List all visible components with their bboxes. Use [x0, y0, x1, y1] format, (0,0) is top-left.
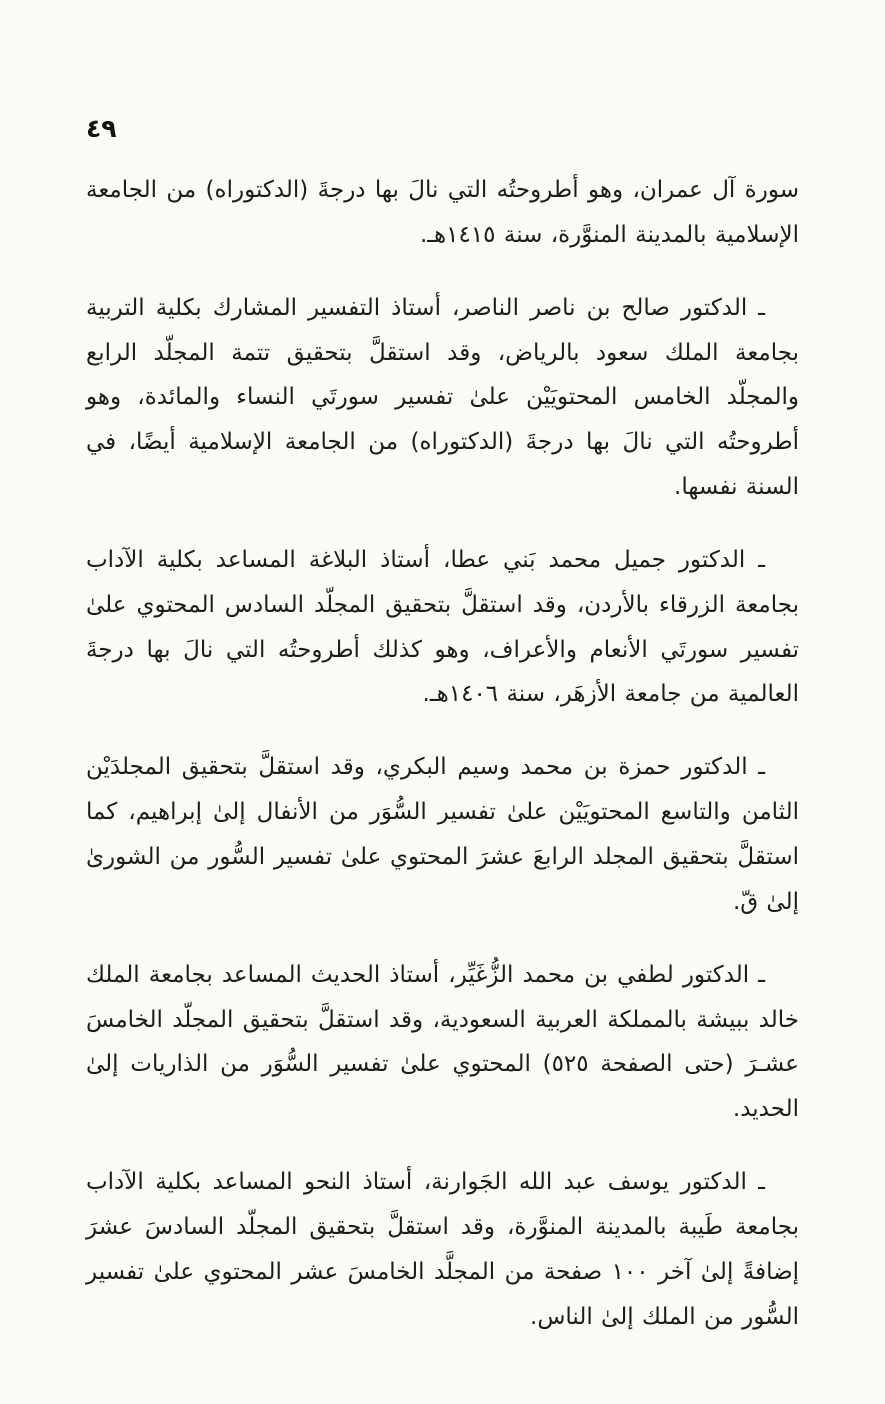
paragraph-editor-entry: ـ الدكتور لطفي بن محمد الزُّغَيِّر، أستاذ الحديث المساعد بجامعة الملك خالد ببيشة بالمملكة العربية السعودية، وقد استقلَّ بتحقيق المجلّد الخامسَ عشـرَ (حتى الصفحة ٥٢٥) المحتوي علىٰ تفسير السُّوَر من الذاريات إلىٰ الحديد.	[86, 961, 800, 1123]
page-text-block	[86, 168, 799, 1339]
paragraph-editor-entry: ـ الدكتور جميل محمد بَني عطا، أستاذ البلاغة المساعد بكلية الآداب بجامعة الزرقاء بالأردن، وقد استقلَّ بتحقيق المجلّد السادس المحتوي علىٰ تفسير سورتَي الأنعام والأعراف، وهو كذلك أطروحتُه التي نالَ بها درجةَ العالمية من جامعة الأزهَر، سنة ١٤٠٦هـ.	[86, 546, 799, 708]
paragraph-editor-entry: ـ الدكتور يوسف عبد الله الجَوارنة، أستاذ النحو المساعد بكلية الآداب بجامعة طَيبة بالمدينة المنوَّرة، وقد استقلَّ بتحقيق المجلّد السادسَ عشرَ إضافةً إلىٰ آخر ١٠٠ صفحة من المجلَّد الخامسَ عشر المحتوي علىٰ تفسير السُّور من الملك إلىٰ الناس.	[86, 1169, 799, 1330]
paragraph-editor-entry: ـ الدكتور حمزة بن محمد وسيم البكري، وقد استقلَّ بتحقيق المجلدَيْن الثامن والتاسع المحتويَيْن علىٰ تفسير السُّوَر من الأنفال إلىٰ إبراهيم، كما استقلَّ بتحقيق المجلد الرابعَ عشرَ المحتوي علىٰ تفسير السُّور من الشورىٰ إلىٰ قّ.	[86, 754, 799, 915]
page-number: ٤٩	[86, 114, 117, 143]
paragraph-continuation: سورة آل عمران، وهو أطروحتُه التي نالَ بها درجةَ (الدكتوراه) من الجامعة الإسلامية بالمدينة المنوَّرة، سنة ١٤١٥هـ.	[86, 177, 799, 248]
paragraph-editor-entry: ـ الدكتور صالح بن ناصر الناصر، أستاذ التفسير المشارك بكلية التربية بجامعة الملك سعود بالرياض، وقد استقلَّ بتحقيق تتمة المجلّد الرابع والمجلّد الخامس المحتويَيْن علىٰ تفسير سورتَي النساء والمائدة، وهو أطروحتُه التي نالَ بها درجةَ (الدكتوراه) من الجامعة الإسلامية أيضًا، في السنة نفسها.	[86, 294, 799, 501]
